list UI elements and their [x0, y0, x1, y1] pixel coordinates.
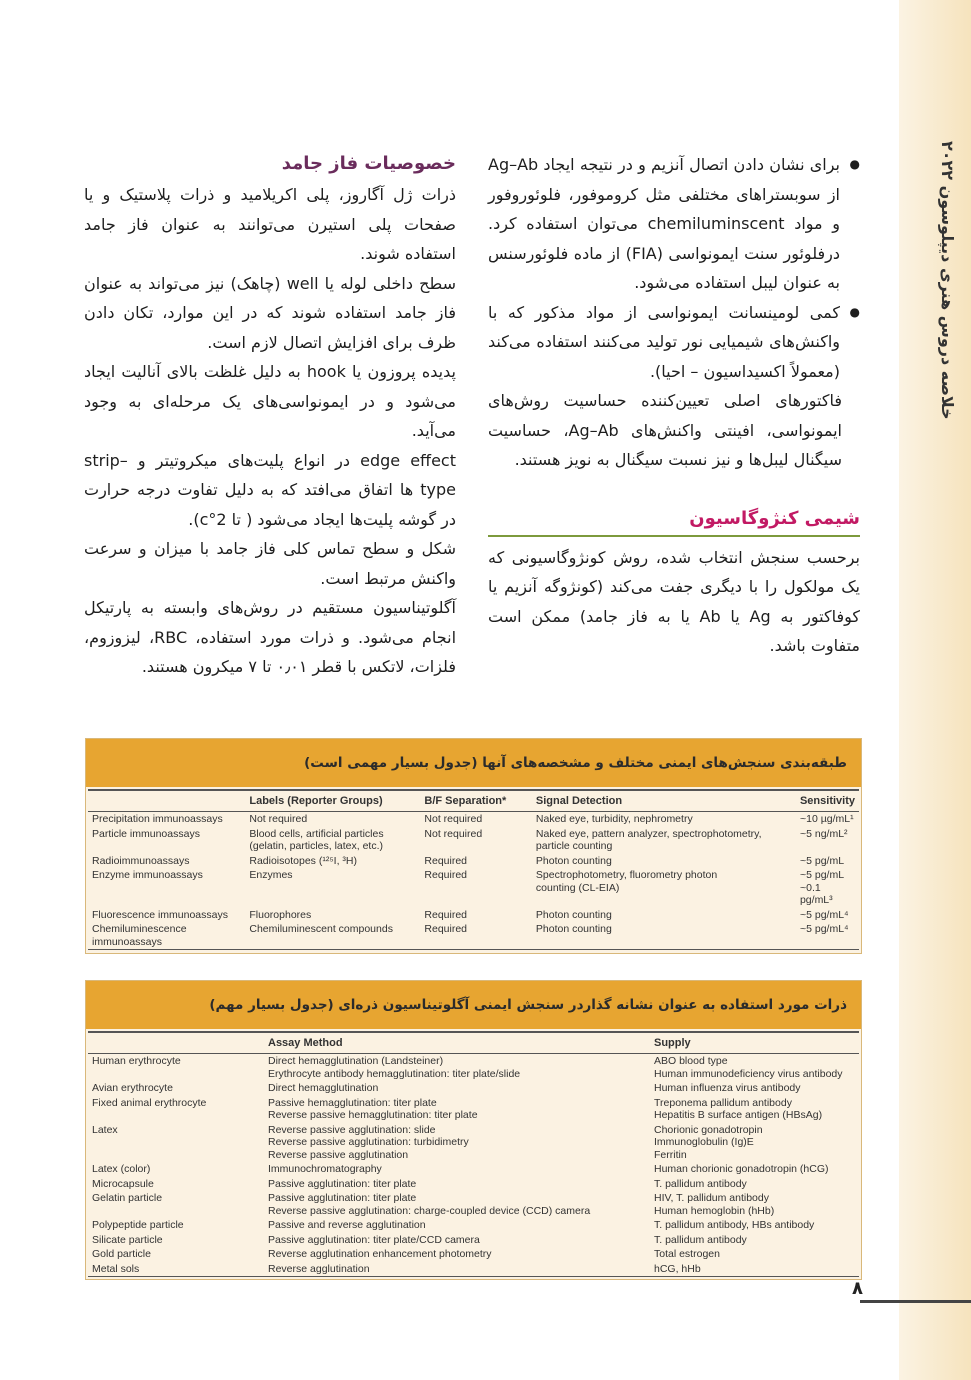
table-cell: Reverse agglutination enhancement photometry [268, 1248, 492, 1260]
table-cell: Not required [424, 813, 483, 825]
table-cell: Chorionic gonadotropin Immunoglobulin (Ig)E Ferritin [654, 1123, 763, 1161]
table-cell: Direct hemagglutination (Landsteiner) Erythrocyte antibody hemagglutination: titer plate/slide [268, 1055, 521, 1080]
column-header: Assay Method [264, 1032, 650, 1054]
table-cell: Radioimmunoassays [92, 854, 190, 867]
table-cell: Microcapsule [92, 1177, 154, 1190]
table [88, 1031, 859, 1277]
running-title: خلاصه دروس هنری دیپلوسون ۲۰۲۲ [938, 141, 957, 420]
table-cell: Latex (color) [92, 1163, 151, 1175]
table-cell: Immunochromatography [268, 1163, 382, 1175]
table-row [88, 922, 859, 950]
table-cell: Required [424, 869, 468, 881]
bullet-text: برای نشان دادن اتصال آنزیم و در نتیجه ایجاد Ag–Ab از سوبستراهای مختلفی مثل کروموفور، فلوئوروفور و مواد chemiluminscent می‌توان استفاده کرد. درفلوئور سنت ایمونواسی (FIA) از ماده فلوئورسنس به عنوان لیبل استفاده می‌شود. [488, 155, 840, 292]
table-cell: Chemiluminescence immunoassays [88, 922, 245, 950]
table-cell: T. pallidum antibody [654, 1177, 747, 1190]
table-cell: Required [424, 854, 468, 867]
table-cell: Metal sols [88, 1262, 264, 1277]
table-cell: Chemiluminescent compounds [245, 922, 420, 950]
table-cell: Required [420, 922, 531, 950]
table-cell: Not required [424, 827, 483, 840]
table-row [88, 1233, 859, 1248]
table-cell: Polypeptide particle [92, 1219, 184, 1231]
paragraph: آگلوتیناسیون مستقیم در روش‌های وابسته به پارتیکل انجام می‌شود. و ذرات مورد استفاده، RBC، لیزوزوم، فلزات، لاتکس با قطر ۰٫۰۱ تا ۷ میکرون هستند. [84, 598, 457, 676]
table-cell: Reverse agglutination [264, 1262, 650, 1277]
table-cell: Particle immunoassays [92, 827, 200, 840]
column-header: B/F Separation* [420, 790, 531, 812]
table-cell: Human erythrocyte [92, 1055, 181, 1067]
table-cell: Photon counting [535, 854, 612, 867]
table-cell: Precipitation immunoassays [92, 813, 223, 825]
table-cell: ~10 µg/mL¹ [799, 813, 854, 825]
paragraph: شکل و سطح تماس کلی فاز جامد با میزان و سرعت واکنش مرتبط است. [84, 539, 456, 588]
table-row [88, 1096, 859, 1123]
table-cell: ~5 pg/mL⁴ [796, 922, 859, 950]
column-header: Sensitivity [796, 790, 859, 812]
table-cell: Passive agglutination: titer plate [268, 1177, 417, 1190]
section-divider [488, 535, 860, 537]
agglutination-table [85, 980, 862, 1280]
table-row [88, 868, 859, 908]
table-cell: ABO blood type Human immunodeficiency virus antibody [654, 1055, 843, 1080]
table-row [88, 1162, 859, 1177]
section-title: خصوصیات فاز جامد [281, 153, 456, 174]
paragraph: برحسب سنجش انتخاب شده، روش کونژوگاسیونی که یک مولکول را با دیگری جفت می‌کند (کونژوگه آنزیم یا کوفاکتور به Ag یا Ab یا به فاز جامد) ممکن است متفاوت باشد. [488, 547, 861, 655]
table-row [88, 1123, 859, 1163]
paragraph: پدیده پروزون یا hook به دلیل غلظت بالای آنالیت ایجاد می‌شود و در ایمونواسی‌های یک مرحله‌ای به وجود می‌آید. [84, 362, 456, 440]
table-cell: Fluorophores [249, 908, 312, 921]
table-cell: hCG, hHb [650, 1262, 859, 1277]
table-row [88, 908, 859, 923]
table-cell: Human influenza virus antibody [654, 1082, 801, 1094]
table-cell: ~5 pg/mL⁴ [799, 908, 849, 921]
immunoassay-table [85, 738, 862, 954]
column-header [88, 790, 245, 812]
table-row [88, 1218, 859, 1233]
table-row [88, 1177, 859, 1192]
table-cell: Silicate particle [92, 1233, 163, 1246]
table-cell: Treponema pallidum antibody Hepatitis B surface antigen (HBsAg) [654, 1096, 823, 1121]
table-row [88, 1262, 859, 1277]
table-row [88, 1191, 859, 1218]
section-title: شیمی کنژوگاسیون [689, 507, 860, 529]
table-cell: ~5 ng/mL² [799, 827, 848, 840]
paragraph: فاکتورهای اصلی تعیین‌کننده حساسیت روش‌های ایمونواسی، افینتی واکنش‌های Ag–Ab، حساسیت سیگنال لیبل‌ها و نیز نسبت سیگنال به نویز هستند. [488, 391, 842, 469]
table-cell: Gelatin particle [92, 1192, 163, 1204]
table-cell: HIV, T. pallidum antibody Human hemoglobin (hHb) [654, 1192, 775, 1217]
table-cell: T. pallidum antibody [654, 1233, 747, 1246]
table-cell: Enzyme immunoassays [92, 869, 203, 881]
table-row [88, 1081, 859, 1096]
table-cell: ~5 pg/mL ~0.1 pg/mL³ [799, 869, 845, 906]
page-rule [860, 1300, 971, 1303]
table-caption: طبقه‌بندی سنجش‌های ایمنی مختلف و مشخصه‌های آنها (جدول بسیار مهمی است) [86, 739, 861, 787]
table-cell: Passive agglutination: titer plate Reverse passive agglutination: charge-coupled device (CCD) camera [268, 1192, 591, 1217]
table-row [88, 854, 859, 869]
bullet-icon: ● [849, 157, 860, 171]
table-cell: Passive and reverse agglutination [268, 1219, 426, 1231]
table-cell: Spectrophotometry, fluorometry photon counting (CL-EIA) [535, 869, 718, 894]
bullet-icon: ● [849, 304, 860, 319]
page-number: ۸ [852, 1278, 863, 1299]
table [88, 789, 859, 950]
table-cell: Naked eye, turbidity, nephrometry [535, 813, 693, 825]
column-header: Supply [650, 1032, 859, 1054]
table-row [88, 1054, 859, 1082]
table-row [88, 1247, 859, 1262]
table-cell: Latex [92, 1123, 118, 1136]
paragraph: سطح داخلی لوله یا well (چاهک) نیز می‌تواند به عنوان فاز جامد استفاده شوند که در این موارد، تکان دادن ظرف برای افزایش اتصال لازم است. [84, 273, 457, 352]
table-cell: Required [424, 908, 468, 921]
side-strip [899, 0, 971, 1380]
table-cell: Not required [249, 813, 308, 825]
table-cell: Total estrogen [654, 1248, 720, 1260]
table-cell: Avian erythrocyte [92, 1082, 173, 1094]
table-cell: Passive hemagglutination: titer plate Reverse passive hemagglutination: titer plate [268, 1096, 478, 1121]
table-cell: Passive agglutination: titer plate/CCD camera [268, 1233, 480, 1246]
table-cell: Photon counting [535, 908, 612, 921]
bullet-text: کمی لومینسانت ایمونواسی از مواد مذکور که با واکنش‌های شیمیایی نور تولید می‌کنند استفاده می‌کند (معمولاً اکسیداسیون – احیا). [488, 302, 840, 381]
table-cell: Reverse passive agglutination: slide Reverse passive agglutination: turbidimetry Reverse passive agglutination [268, 1123, 469, 1161]
table-cell: Fluorescence immunoassays [92, 908, 228, 921]
column-header: Signal Detection [532, 790, 796, 812]
table-cell: Enzymes [249, 869, 293, 881]
table-cell: Naked eye, pattern analyzer, spectrophotometry, particle counting [535, 827, 762, 852]
right-column [488, 150, 860, 661]
column-header: Labels (Reporter Groups) [245, 790, 420, 812]
table-cell: Photon counting [532, 922, 796, 950]
paragraph: ذرات ژل آگاروز، پلی اکریلامید و ذرات پلاستیک و یا صفحات پلی استیرن می‌توانند به عنوان فاز جامد استفاده شوند. [84, 185, 456, 263]
bullet-item [488, 150, 860, 298]
table-cell: Direct hemagglutination [268, 1082, 379, 1094]
paragraph: edge effect در انواع پلیت‌های میکروتیتر و strip– type ها اتفاق می‌افتد که به دلیل تفاوت درجه حرارت در گوشه پلیت‌ها ایجاد می‌شود ( تا 2°c). [84, 450, 456, 529]
table-cell: T. pallidum antibody, HBs antibody [654, 1219, 815, 1231]
bullet-item [488, 298, 860, 387]
left-column [84, 150, 456, 682]
table-cell: ~5 pg/mL [799, 854, 845, 867]
table-cell: Gold particle [92, 1248, 151, 1260]
table-cell: Blood cells, artificial particles (gelatin, particles, latex, etc.) [249, 827, 384, 852]
table-caption: ذرات مورد استفاده به عنوان نشانه گذاردر سنجش ایمنی آگلوتیناسیون ذره‌ای (جدول بسیار مهم) [86, 981, 861, 1029]
column-header [88, 1032, 264, 1054]
table-row [88, 812, 859, 827]
table-cell: Fixed animal erythrocyte [92, 1096, 207, 1109]
table-cell: Human chorionic gonadotropin (hCG) [654, 1163, 829, 1175]
table-row [88, 827, 859, 854]
table-cell: Radioisotopes (¹²⁵I, ³H) [249, 854, 358, 867]
